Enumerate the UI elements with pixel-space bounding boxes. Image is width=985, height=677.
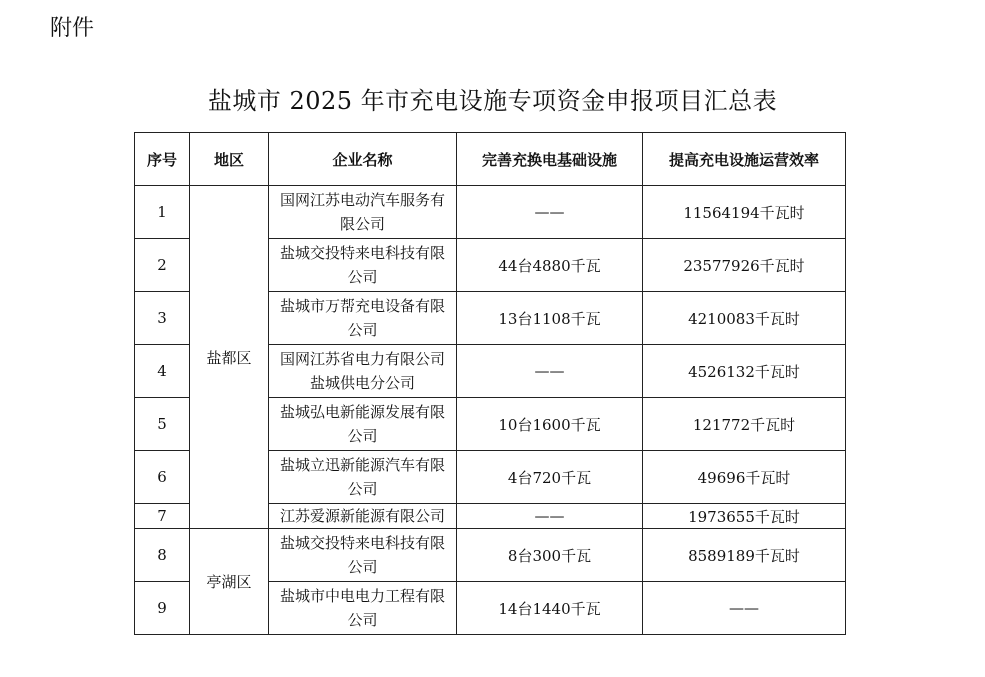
table-row (135, 186, 846, 239)
infrastructure-cell: 13台1108千瓦 (457, 292, 643, 345)
efficiency-cell: 1973655千瓦时 (643, 504, 846, 529)
serial-number-cell: 3 (135, 292, 190, 345)
efficiency-cell: —— (643, 582, 846, 635)
company-name-cell: 盐城市中电电力工程有限公司 (269, 582, 457, 635)
company-name-cell: 盐城交投特来电科技有限公司 (269, 239, 457, 292)
company-name-cell: 盐城交投特来电科技有限公司 (269, 529, 457, 582)
infrastructure-cell: 10台1600千瓦 (457, 398, 643, 451)
region-cell-tinghu: 亭湖区 (190, 529, 269, 635)
header-region: 地区 (190, 133, 269, 186)
efficiency-cell: 49696千瓦时 (643, 451, 846, 504)
company-name-cell: 盐城立迅新能源汽车有限公司 (269, 451, 457, 504)
infrastructure-cell: —— (457, 186, 643, 239)
company-name-cell: 国网江苏省电力有限公司盐城供电分公司 (269, 345, 457, 398)
serial-number-cell: 1 (135, 186, 190, 239)
infrastructure-cell: 44台4880千瓦 (457, 239, 643, 292)
efficiency-cell: 121772千瓦时 (643, 398, 846, 451)
company-name-cell: 国网江苏电动汽车服务有限公司 (269, 186, 457, 239)
table-row (135, 529, 846, 582)
company-name-cell: 盐城市万帮充电设备有限公司 (269, 292, 457, 345)
company-name-cell: 江苏爱源新能源有限公司 (269, 504, 457, 529)
infrastructure-cell: 8台300千瓦 (457, 529, 643, 582)
serial-number-cell: 8 (135, 529, 190, 582)
serial-number-cell: 9 (135, 582, 190, 635)
header-company-name: 企业名称 (269, 133, 457, 186)
serial-number-cell: 5 (135, 398, 190, 451)
efficiency-cell: 4526132千瓦时 (643, 345, 846, 398)
efficiency-cell: 8589189千瓦时 (643, 529, 846, 582)
efficiency-cell: 11564194千瓦时 (643, 186, 846, 239)
infrastructure-cell: 14台1440千瓦 (457, 582, 643, 635)
attachment-label: 附件 (50, 16, 95, 41)
summary-table (134, 132, 846, 635)
serial-number-cell: 4 (135, 345, 190, 398)
infrastructure-cell: 4台720千瓦 (457, 451, 643, 504)
region-cell-yandu: 盐都区 (190, 186, 269, 529)
header-serial-number: 序号 (135, 133, 190, 186)
header-infrastructure: 完善充换电基础设施 (457, 133, 643, 186)
serial-number-cell: 7 (135, 504, 190, 529)
company-name-cell: 盐城弘电新能源发展有限公司 (269, 398, 457, 451)
infrastructure-cell: —— (457, 345, 643, 398)
efficiency-cell: 23577926千瓦时 (643, 239, 846, 292)
infrastructure-cell: —— (457, 504, 643, 529)
table-header-row (135, 133, 846, 186)
efficiency-cell: 4210083千瓦时 (643, 292, 846, 345)
serial-number-cell: 6 (135, 451, 190, 504)
serial-number-cell: 2 (135, 239, 190, 292)
header-operating-efficiency: 提高充电设施运营效率 (643, 133, 846, 186)
page-title: 盐城市 2025 年市充电设施专项资金申报项目汇总表 (207, 87, 778, 115)
